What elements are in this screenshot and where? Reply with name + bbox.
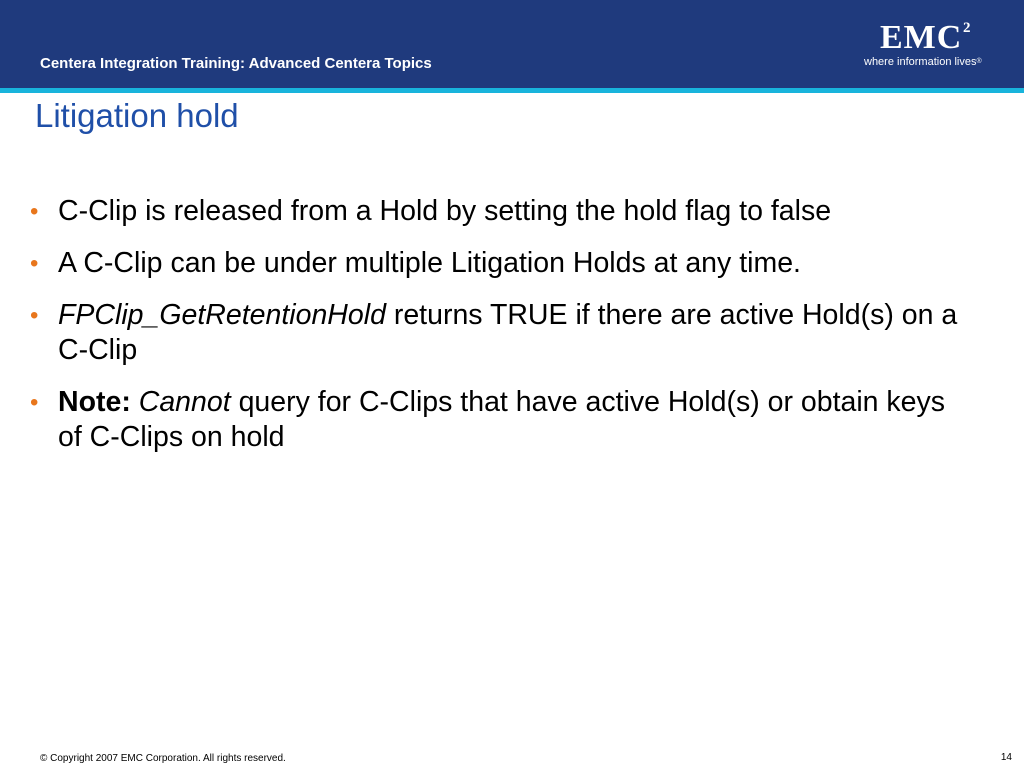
bullet-text: C-Clip is released from a Hold by setting the hold flag to false [58, 195, 832, 227]
function-name: FPClip_GetRetentionHold [58, 299, 386, 331]
course-title: Centera Integration Training: Advanced Centera Topics [40, 55, 432, 72]
bullet-dot-icon: • [30, 250, 39, 277]
bullet-dot-icon: • [30, 389, 39, 416]
logo-wordmark: EMC [880, 19, 963, 56]
slide-title: Litigation hold [35, 97, 239, 134]
footer-copyright: © Copyright 2007 EMC Corporation. All rights reserved. [40, 753, 286, 764]
bullet-item [30, 385, 960, 455]
bullet-text: A C-Clip can be under multiple Litigation Holds at any time. [58, 247, 801, 279]
emc-logo [862, 18, 992, 70]
registered-mark: ® [976, 58, 982, 65]
page-number: 14 [1000, 752, 1012, 763]
bullet-text: returns TRUE if there are active Hold(s) on a C-Clip [58, 299, 958, 366]
logo-tagline-text: where information lives [864, 56, 977, 68]
bullet-item [30, 194, 960, 229]
note-label: Note: [58, 386, 131, 418]
bullet-dot-icon: • [30, 302, 39, 329]
bullet-list [30, 194, 960, 472]
bullet-item [30, 246, 960, 281]
bullet-dot-icon: • [30, 198, 39, 225]
logo-tagline [864, 55, 982, 69]
bullet-item [30, 298, 960, 368]
header-accent-rule [0, 88, 1024, 93]
logo-superscript: 2 [963, 20, 971, 36]
emphasis-word: Cannot [138, 386, 231, 418]
bullet-text: query for C-Clips that have active Hold(s) or obtain keys of C-Clips on hold [58, 386, 946, 453]
